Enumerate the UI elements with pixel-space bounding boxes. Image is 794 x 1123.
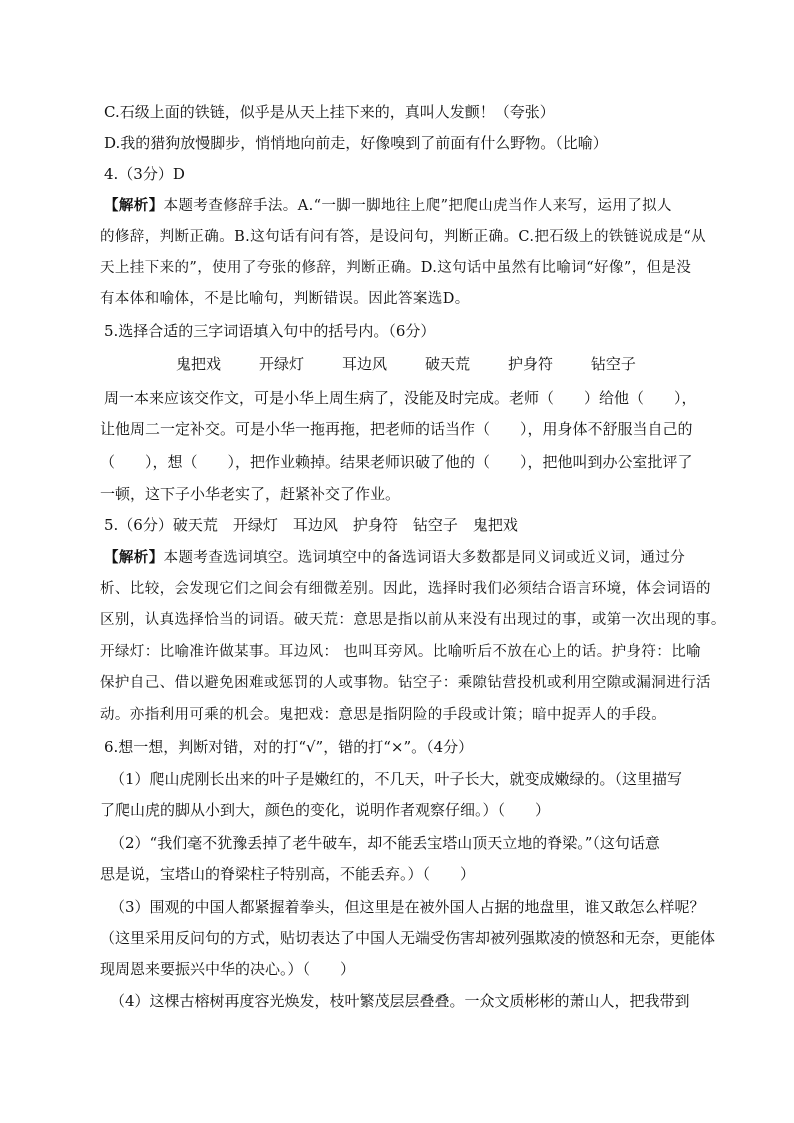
word-option: 护身符 <box>507 355 553 373</box>
explanation-4-line-1 <box>104 196 744 216</box>
word-option: 耳边风 <box>341 355 387 373</box>
explanation-5-line-4: 开绿灯：比喻准许做某事。耳边风： 也叫耳旁风。比喻听后不放在心上的话。护身符：比喻 <box>100 644 702 660</box>
question-6: 6.想一想，判断对错，对的打“√”，错的打“×”。（4分） <box>104 738 474 756</box>
q6-item-3-line-1: （3）围观的中国人都紧握着拳头，但这里是在被外国人占据的地盘里，谁又敢怎么样呢？ <box>110 898 705 916</box>
explanation-5-line-5: 保护自己、借以避免困难或惩罚的人或事物。钻空子：乘隙钻营投机或利用空隙或漏洞进行活 <box>100 675 711 691</box>
q6-item-2-line-2: 思是说，宝塔山的脊梁柱子特别高，不能丢弃。）（ ） <box>100 865 476 883</box>
q5-passage-line-2: 让他周二一定补交。可是小华一拖再拖，把老师的话当作（ ），用身体不舒服当自己的 <box>100 420 693 438</box>
q5-passage-line-1: 周一本来应该交作文，可是小华上周生病了，没能及时完成。老师（ ）给他（ ）， <box>104 389 697 407</box>
explanation-text: 本题考查选词填空。选词填空中的备选词语大多数都是同义词或近义词，通过分 <box>163 550 686 566</box>
explanation-4-line-2: 的修辞，判断正确。B.这句话有问有答，是设问句，判断正确。C.把石级上的铁链说成是“从 <box>100 229 707 245</box>
explanation-4-line-4: 有本体和喻体，不是比喻句，判断错误。因此答案选D。 <box>100 291 470 307</box>
q6-item-2-line-1: （2）“我们毫不犹豫丢掉了老牛破车，却不能丢宝塔山顶天立地的脊梁。”（这句话意 <box>110 834 660 852</box>
explanation-text: 本题考查修辞手法。A.“一脚一脚地往上爬”把爬山虎当作人来写，运用了拟人 <box>163 198 672 214</box>
q5-passage-line-3: （ ），想（ ），把作业赖掉。结果老师识破了他的（ ），把他叫到办公室批评了 <box>100 453 693 471</box>
explanation-5-line-6: 动。亦指利用可乘的机会。鬼把戏：意思是指阴险的手段或计策；暗中捉弄人的手段。 <box>100 707 667 723</box>
answer-5: 5.（6分）破天荒 开绿灯 耳边风 护身符 钻空子 鬼把戏 <box>104 516 518 534</box>
word-option: 开绿灯 <box>258 355 304 373</box>
q5-word-options <box>176 354 636 374</box>
answer-4: 4.（3分）D <box>104 165 185 183</box>
explanation-label: 【解析】 <box>104 549 164 566</box>
q6-item-1-line-1: （1）爬山虎刚长出来的叶子是嫩红的，不几天，叶子长大，就变成嫩绿的。（这里描写 <box>110 770 683 788</box>
q3-option-d: D.我的猎狗放慢脚步，悄悄地向前走，好像嗅到了前面有什么野物。（比喻） <box>104 134 608 152</box>
q6-item-1-line-2: 了爬山虎的脚从小到大，颜色的变化，说明作者观察仔细。）（ ） <box>100 801 551 819</box>
q6-item-3-line-2: （这里采用反问句的方式，贴切表达了中国人无端受伤害却被列强欺凌的愤怒和无奈，更能体 <box>100 929 716 947</box>
q6-item-3-line-3: 现周恩来要振兴中华的决心。）（ ） <box>100 960 356 978</box>
q5-passage-line-4: 一顿，这下子小华老实了，赶紧补交了作业。 <box>100 485 401 503</box>
explanation-5-line-3: 区别，认真选择恰当的词语。破天荒：意思是指以前从来没有出现过的事，或第一次出现的事。 <box>100 612 726 628</box>
explanation-label: 【解析】 <box>104 197 164 214</box>
explanation-5-line-1 <box>104 548 744 568</box>
q6-item-4-line-1: （4）这棵古榕树再度容光焕发，枝叶繁茂层层叠叠。一众文质彬彬的萧山人，把我带到 <box>110 992 690 1010</box>
word-option: 破天荒 <box>424 355 470 373</box>
word-option: 鬼把戏 <box>176 355 222 373</box>
q3-option-c: C.石级上面的铁链，似乎是从天上挂下来的，真叫人发颤！（夸张） <box>104 103 555 121</box>
question-5: 5.选择合适的三字词语填入句中的括号内。（6分） <box>104 322 436 340</box>
explanation-4-line-3: 天上挂下来的”，使用了夸张的修辞，判断正确。D.这句话中虽然有比喻词“好像”，但是没 <box>100 260 692 276</box>
word-option: 钻空子 <box>590 355 636 373</box>
explanation-5-line-2: 析、比较，会发现它们之间会有细微差别。因此，选择时我们必须结合语言环境，体会词语的 <box>100 581 711 597</box>
